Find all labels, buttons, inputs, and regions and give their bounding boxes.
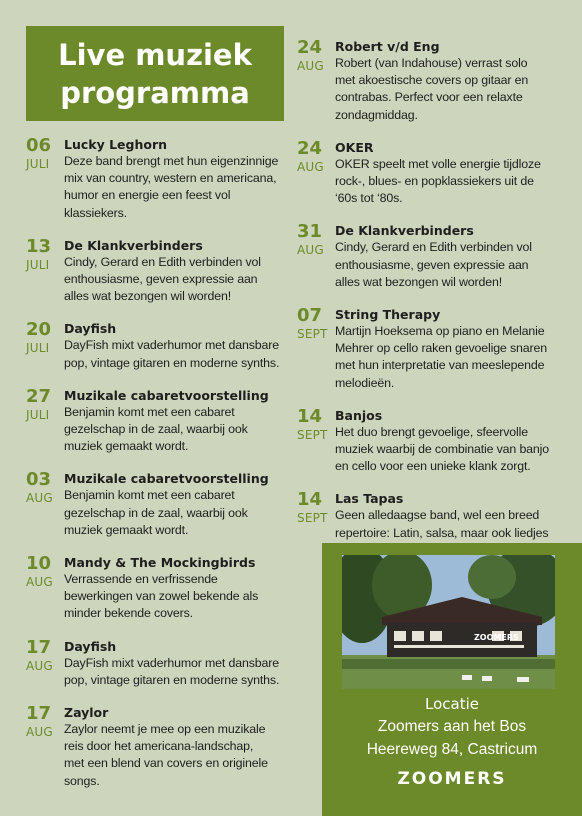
event-name: Muzikale cabaretvoorstelling xyxy=(64,471,269,487)
event-name: Dayfish xyxy=(64,638,117,654)
event-date xyxy=(26,704,64,790)
event-item xyxy=(297,407,567,476)
event-date xyxy=(297,306,335,392)
building-sign: ZOOMERS xyxy=(474,633,519,642)
event-info xyxy=(64,237,288,306)
event-name: Mandy & The Mockingbirds xyxy=(64,555,256,571)
event-day: 20 xyxy=(26,319,52,341)
event-date xyxy=(26,638,64,689)
event-description-line: reis door het americana-landschap, xyxy=(64,739,254,754)
event-description-line: met akoestische covers op gitaar en xyxy=(335,73,529,88)
event-item xyxy=(26,470,288,539)
event-description-line: muziek gemaakt wordt. xyxy=(64,439,189,454)
event-day: 07 xyxy=(297,305,323,327)
event-item xyxy=(26,387,288,456)
event-date xyxy=(297,222,335,291)
event-name: De Klankverbinders xyxy=(64,237,203,253)
event-name: String Therapy xyxy=(335,307,441,323)
event-day: 17 xyxy=(26,636,52,658)
event-description-line: alles wat bezongen wil worden! xyxy=(64,289,232,304)
location-panel xyxy=(322,543,582,816)
event-item xyxy=(26,237,288,306)
venue-photo xyxy=(342,555,555,689)
event-date xyxy=(26,387,64,456)
event-description-line: minder bekende covers. xyxy=(64,606,193,621)
event-info xyxy=(64,387,288,456)
event-description-line: Benjamin komt met een cabaret xyxy=(64,488,235,503)
event-info xyxy=(335,306,567,392)
event-name: De Klankverbinders xyxy=(335,223,474,239)
event-day: 24 xyxy=(297,137,323,159)
event-day: 10 xyxy=(26,553,52,575)
event-item xyxy=(297,38,567,124)
event-item xyxy=(297,306,567,392)
venue-address: Heereweg 84, Castricum xyxy=(366,741,538,758)
event-date xyxy=(297,139,335,208)
event-description-line: DayFish mixt vaderhumor met dansbare xyxy=(64,338,279,353)
event-day: 27 xyxy=(26,385,52,407)
event-description-line: gezelschap in de zaal, waarbij ook xyxy=(64,505,248,520)
event-month: JULI xyxy=(26,257,50,272)
event-description-line: mix van country, western en americana, xyxy=(64,171,277,186)
event-description-line: bewerkingen van zowel bekende als xyxy=(64,589,259,604)
event-day: 24 xyxy=(297,37,323,58)
event-info xyxy=(335,139,567,208)
event-month: SEPT xyxy=(297,327,328,342)
event-description-line: melodieën. xyxy=(335,375,395,390)
event-name: Robert v/d Eng xyxy=(335,39,440,54)
events-column-right xyxy=(297,38,567,559)
event-name: Dayfish xyxy=(64,321,117,337)
event-description-line: humor en energie een feest vol xyxy=(64,188,231,203)
event-item xyxy=(26,136,288,222)
event-description-line: Cindy, Gerard en Edith verbinden vol xyxy=(64,254,261,269)
event-description-line: DayFish mixt vaderhumor met dansbare xyxy=(64,655,279,670)
event-month: AUG xyxy=(26,658,53,673)
event-info xyxy=(335,38,567,124)
title-line-2: programma xyxy=(60,76,250,110)
event-info xyxy=(335,407,567,476)
event-description-line: Mehrer op cello raken gevoelige snaren xyxy=(335,341,547,356)
event-description-line: rock-, blues- en popklassiekers uit de xyxy=(335,174,534,189)
event-description-line: pop, vintage gitaren en moderne synths. xyxy=(64,672,280,687)
event-name: OKER xyxy=(335,139,374,155)
event-name: Lucky Leghorn xyxy=(64,137,168,152)
event-month: AUG xyxy=(297,243,324,258)
event-description-line: muziek gemaakt wordt. xyxy=(64,522,189,537)
event-date xyxy=(26,136,64,222)
event-description-line: enthousiasme, geven expressie aan xyxy=(335,257,529,272)
event-description-line: Cindy, Gerard en Edith verbinden vol xyxy=(335,240,532,255)
event-day: 13 xyxy=(26,235,52,257)
event-description-line: muziek waarbij de combinatie van banjo xyxy=(335,442,550,457)
event-day: 14 xyxy=(297,489,323,511)
event-info xyxy=(64,704,288,790)
venue-name: Zoomers aan het Bos xyxy=(377,718,527,735)
event-description-line: gezelschap in de zaal, waarbij ook xyxy=(64,422,248,437)
event-description-line: Verrassende en verfrissende xyxy=(64,572,218,587)
event-description-line: contrabas. Perfect voor een relaxte xyxy=(335,90,523,105)
event-description-line: met een blend van covers en originele xyxy=(64,756,268,771)
event-description-line: en cello voor een unieke klank zorgt. xyxy=(335,459,531,474)
event-month: JULI xyxy=(26,341,50,356)
event-month: AUG xyxy=(26,575,53,590)
event-month: AUG xyxy=(297,59,324,73)
event-description-line: Het duo brengt gevoelige, sfeervolle xyxy=(335,424,528,439)
event-name: Muzikale cabaretvoorstelling xyxy=(64,387,269,403)
event-month: AUG xyxy=(26,491,53,506)
event-day: 06 xyxy=(26,135,52,156)
event-item xyxy=(297,139,567,208)
event-item xyxy=(26,320,288,371)
events-column-left xyxy=(26,136,288,790)
event-day: 17 xyxy=(26,703,52,725)
event-month: AUG xyxy=(297,159,324,174)
event-description-line: ‘60s tot ‘80s. xyxy=(335,191,403,206)
event-description-line: pop, vintage gitaren en moderne synths. xyxy=(64,355,280,370)
event-month: SEPT xyxy=(297,511,328,526)
event-description-line: alles wat bezongen wil worden! xyxy=(335,274,503,289)
zoomers-logo: ZOOMERS xyxy=(397,769,507,789)
event-item xyxy=(26,638,288,689)
event-date xyxy=(26,554,64,623)
event-description-line: enthousiasme, geven expressie aan xyxy=(64,272,258,287)
event-date xyxy=(26,320,64,371)
event-description-line: Robert (van Indahouse) verrast solo xyxy=(335,56,528,70)
program-title xyxy=(26,26,284,121)
event-item xyxy=(297,222,567,291)
event-description-line: Martijn Hoeksema op piano en Melanie xyxy=(335,324,545,339)
event-date xyxy=(297,407,335,476)
event-name: Zaylor xyxy=(64,705,109,721)
event-description-line: songs. xyxy=(64,773,100,788)
event-info xyxy=(64,638,288,689)
event-day: 14 xyxy=(297,405,323,427)
location-label: Locatie xyxy=(425,695,479,713)
event-description-line: zondagmiddag. xyxy=(335,107,418,122)
event-date xyxy=(26,237,64,306)
event-info xyxy=(64,470,288,539)
event-name: Banjos xyxy=(335,407,383,423)
event-month: AUG xyxy=(26,725,53,740)
event-info xyxy=(335,222,567,291)
event-description-line: repertoire: Latin, salsa, maar ook liedjes xyxy=(335,525,549,540)
event-info xyxy=(64,136,288,222)
event-description-line: Geen alledaagse band, wel een breed xyxy=(335,508,540,523)
event-info xyxy=(64,554,288,623)
event-month: JULI xyxy=(26,157,50,171)
event-info xyxy=(64,320,288,371)
event-name: Las Tapas xyxy=(335,491,404,507)
event-item xyxy=(26,704,288,790)
event-description-line: met hun interpretatie van meeslepende xyxy=(335,358,545,373)
event-month: SEPT xyxy=(297,427,328,442)
event-description-line: klassiekers. xyxy=(64,205,127,220)
event-day: 31 xyxy=(297,221,323,243)
event-month: JULI xyxy=(26,407,50,422)
title-line-1: Live muziek xyxy=(58,38,252,72)
event-description-line: Deze band brengt met hun eigenzinnige xyxy=(64,154,279,168)
event-day: 03 xyxy=(26,469,52,491)
event-description-line: Zaylor neemt je mee op een muzikale xyxy=(64,722,266,737)
event-date xyxy=(26,470,64,539)
event-description-line: OKER speelt met volle energie tijdloze xyxy=(335,156,541,171)
event-description-line: Benjamin komt met een cabaret xyxy=(64,404,235,419)
event-item xyxy=(26,554,288,623)
event-date xyxy=(297,38,335,124)
